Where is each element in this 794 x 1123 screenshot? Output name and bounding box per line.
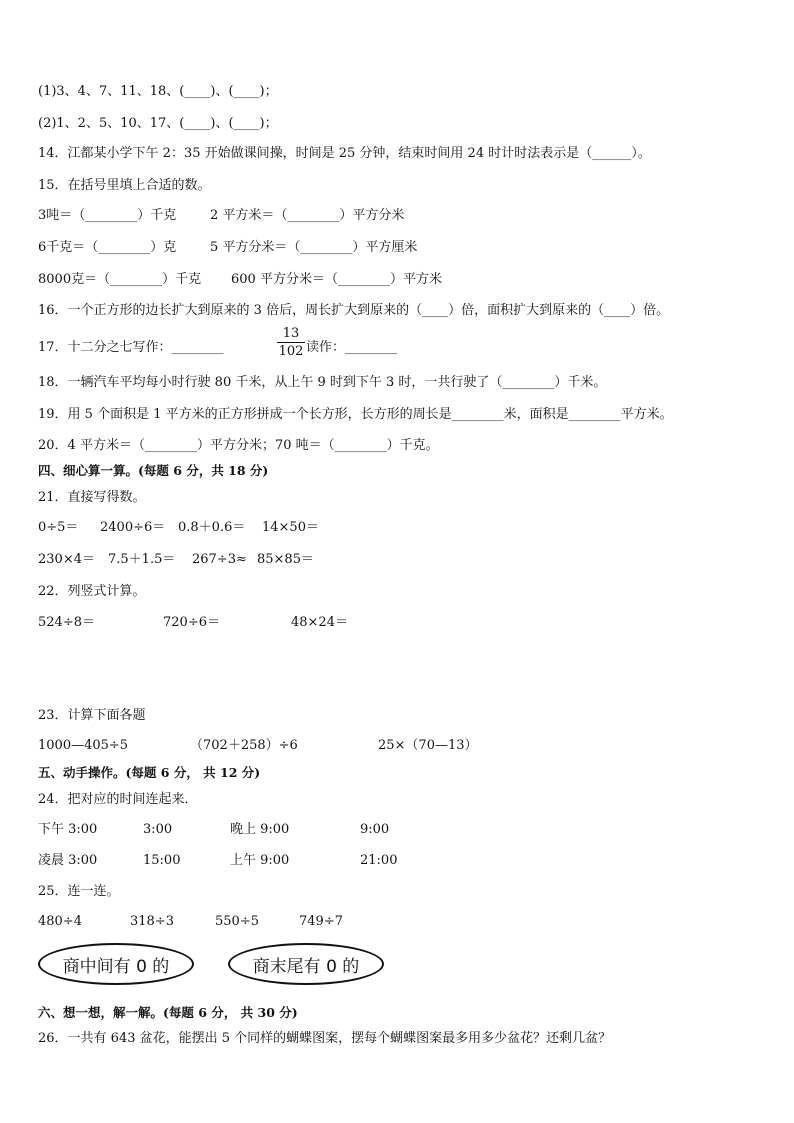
q24-d: 9:00 [360, 822, 390, 837]
fraction-numerator: 13 [282, 326, 300, 341]
q24-a: 下午 3:00 [38, 822, 98, 837]
q16: 16．一个正方形的边长扩大到原来的 3 倍后，周长扩大到原来的（____）倍，面积扩大到原来的（____）倍。 [38, 303, 670, 318]
q25-a: 480÷4 [38, 914, 82, 929]
q24: 24．把对应的时间连起来． [38, 792, 198, 807]
q20: 20．4 平方米＝（________）平方分米；70 吨＝（________）千克。 [38, 438, 439, 453]
q18: 18．一辆汽车平均每小时行驶 80 千米，从上午 9 时到下午 3 时，一共行驶了（________）千米。 [38, 375, 607, 390]
section-5-heading: 五、动手操作。(每题 6 分， 共 12 分) [38, 765, 261, 780]
q25-c: 550÷5 [215, 914, 259, 929]
fraction-denominator: 102 [278, 344, 304, 359]
q21: 21．直接写得数。 [38, 490, 146, 505]
q21-d: 14×50＝ [262, 520, 319, 535]
q24-b: 3:00 [143, 822, 173, 837]
q21-h: 85×85＝ [257, 552, 314, 567]
q17-read: 读作：________ [306, 340, 398, 355]
q21-a: 0÷5＝ [38, 520, 79, 535]
q21-e: 230×4＝ [38, 552, 95, 567]
oval-end-zero: 商末尾有 0 的 [228, 943, 384, 985]
q24-e: 凌晨 3:00 [38, 853, 98, 868]
q21-b: 2400÷6＝ [100, 520, 166, 535]
q22-a: 524÷8＝ [38, 615, 95, 630]
q24-g: 上午 9:00 [230, 853, 290, 868]
q22-c: 48×24＝ [291, 615, 348, 630]
section-4-heading: 四、细心算一算。(每题 6 分，共 18 分) [38, 463, 269, 478]
q15-e: 8000克＝（________）千克 [38, 272, 202, 287]
q14: 14．江都某小学下午 2：35 开始做课间操，时间是 25 分钟，结束时间用 24 时计时法表示是（______）。 [38, 146, 651, 161]
q22: 22．列竖式计算。 [38, 584, 146, 599]
q15-b: 2 平方米＝（________）平方分米 [210, 208, 405, 223]
section-6-heading: 六、想一想，解一解。(每题 6 分， 共 30 分) [38, 1005, 298, 1020]
q26: 26．一共有 643 盆花，能摆出 5 个同样的蝴蝶图案，摆每个蝴蝶图案最多用多少盆花？还剩几盆？ [38, 1031, 612, 1046]
q22-b: 720÷6＝ [163, 615, 220, 630]
q23: 23．计算下面各题 [38, 708, 146, 723]
q15-d: 5 平方分米＝（________）平方厘米 [210, 240, 418, 255]
q15-a: 3吨＝（________）千克 [38, 208, 177, 223]
q15: 15．在括号里填上合适的数。 [38, 178, 211, 193]
q23-a: 1000—405÷5 [38, 738, 129, 753]
q21-c: 0.8＋0.6＝ [178, 520, 246, 535]
q13-part1: (1)3、4、7、11、18、(____)、(____)； [38, 84, 278, 99]
q24-f: 15:00 [143, 853, 181, 868]
q25: 25．连一连。 [38, 884, 120, 899]
oval-middle-zero: 商中间有 0 的 [38, 943, 194, 985]
q23-c: 25×（70—13） [378, 738, 478, 753]
q24-h: 21:00 [360, 853, 398, 868]
q13-part2: (2)1、2、5、10、17、(____)、(____)； [38, 116, 278, 131]
q21-g: 267÷3≈ [192, 552, 247, 567]
fraction-bar [277, 342, 305, 343]
q24-c: 晚上 9:00 [230, 822, 290, 837]
q15-f: 600 平方分米＝（________）平方米 [231, 272, 442, 287]
q19: 19．用 5 个面积是 1 平方米的正方形拼成一个长方形，长方形的周长是________米，面积是________平方米。 [38, 407, 673, 422]
q25-d: 749÷7 [299, 914, 343, 929]
q21-f: 7.5＋1.5＝ [108, 552, 176, 567]
q25-b: 318÷3 [130, 914, 174, 929]
q23-b: （702＋258）÷6 [190, 738, 298, 753]
q15-c: 6千克＝（________）克 [38, 240, 177, 255]
fraction-13-102 [277, 326, 305, 359]
q17-write: 17．十二分之七写作：________ [38, 340, 224, 355]
